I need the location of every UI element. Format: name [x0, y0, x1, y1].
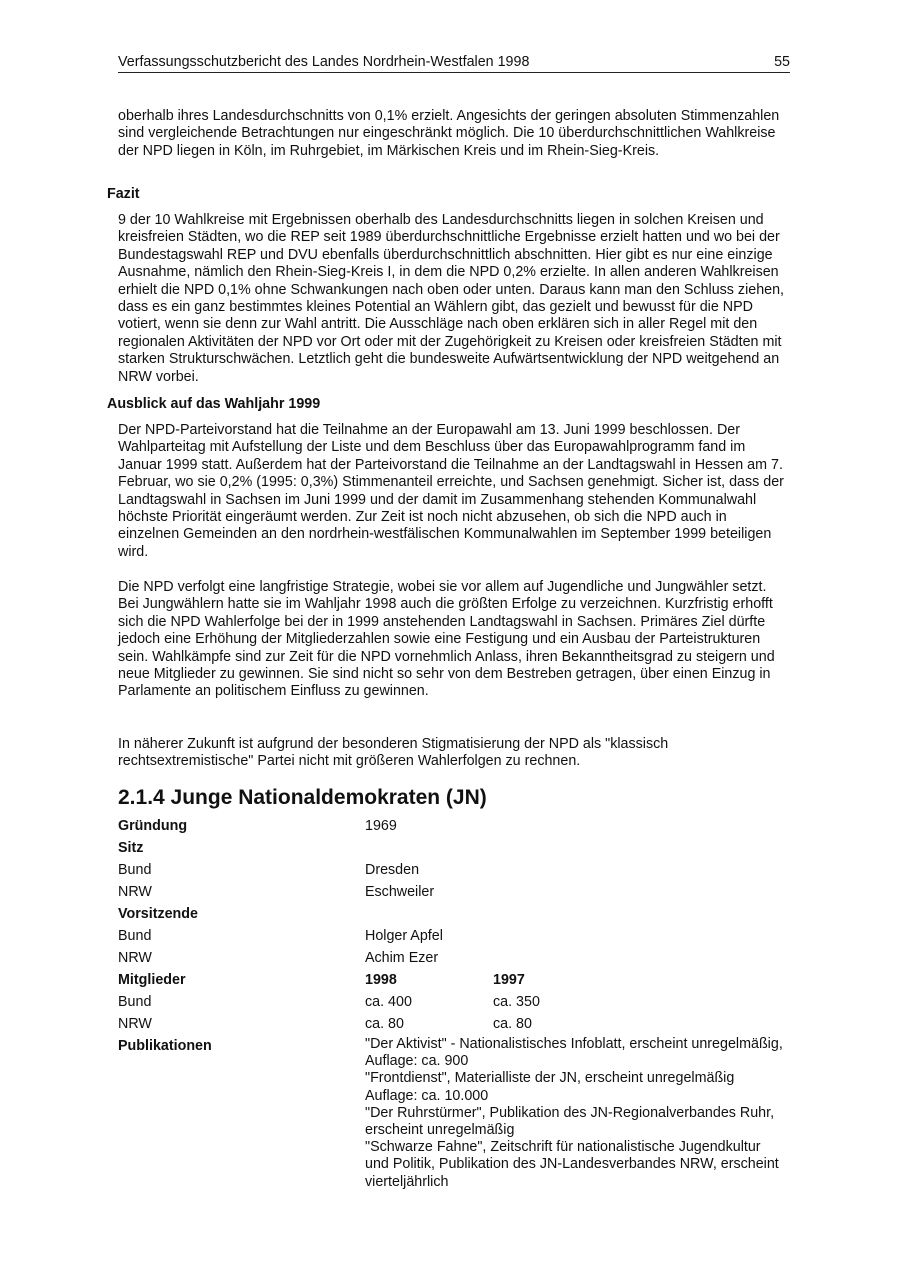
publikationen-list — [365, 1036, 785, 1191]
mitglieder-nrw-label: NRW — [118, 1016, 152, 1032]
mitglieder-bund-1998: ca. 400 — [365, 994, 412, 1010]
publikation-item: "Schwarze Fahne", Zeitschrift für nationalistische Jugendkultur und Politik, Publikation des JN-Landesverbandes NRW, erscheint vierteljährlich — [365, 1139, 779, 1190]
vorsitzende-label: Vorsitzende — [118, 906, 198, 922]
mitglieder-year-1997: 1997 — [493, 972, 525, 988]
sitz-nrw-value: Eschweiler — [365, 884, 435, 900]
publikation-item: "Der Ruhrstürmer", Publikation des JN-Regionalverbandes Ruhr, erscheint unregelmäßig — [365, 1104, 775, 1139]
sitz-bund-label: Bund — [118, 862, 152, 878]
ausblick-paragraph-2: Die NPD verfolgt eine langfristige Strategie, wobei sie vor allem auf Jugendliche und Jungwähler setzt. Bei Jungwählern hatte sie im Wahljahr 1998 auch die größten Erfolge zu verzeichnen. Kurzfristig erhofft sich die NPD Wahlerfolge bei der in 1999 anstehenden Landtagswahl in Sachsen. Primäres Ziel dürfte jedoch eine Erhöhung der Mitgliederzahlen sowie eine Festigung und ein Ausbau der Parteistrukturen sein. Wahlkämpfe sind zur Zeit für die NPD vornehmlich Anlass, ihren Bekanntheitsgrad zu steigern und neue Mitglieder zu gewinnen. Sie sind nicht so sehr von dem Bestreben getragen, über einen Einzug in Parlamente an politischem Einfluss zu gewinnen. — [118, 579, 775, 700]
intro-paragraph: oberhalb ihres Landesdurchschnitts von 0,1% erzielt. Angesichts der geringen absoluten Stimmenzahlen sind vergleichende Betrachtungen nur eingeschränkt möglich. Die 10 überdurchschnittlichen Wahlkreise der NPD liegen in Köln, im Ruhrgebiet, im Märkischen Kreis und im Rhein-Sieg-Kreis. — [118, 108, 780, 159]
vorsitzende-bund-value: Holger Apfel — [365, 928, 443, 944]
vorsitzende-nrw-value: Achim Ezer — [365, 950, 439, 966]
mitglieder-nrw-1998: ca. 80 — [365, 1016, 404, 1032]
mitglieder-bund-label: Bund — [118, 994, 152, 1010]
page-number: 55 — [774, 54, 790, 70]
publikationen-label: Publikationen — [118, 1038, 212, 1054]
mitglieder-label: Mitglieder — [118, 972, 186, 988]
vorsitzende-bund-label: Bund — [118, 928, 152, 944]
ausblick-heading: Ausblick auf das Wahljahr 1999 — [107, 396, 321, 412]
ausblick-paragraph-1: Der NPD-Parteivorstand hat die Teilnahme an der Europawahl am 13. Juni 1999 beschlossen. Der Wahlparteitag mit Aufstellung der Liste und dem Beschluss über das Europawahlprogramm fand im Januar 1999 statt. Außerdem hat der Parteivorstand die Teilnahme an der Landtagswahl in Hessen am 7. Februar, wo sie 0,2% (1995: 0,3%) Stimmenanteil erreichte, und Sachsen genehmigt. Sicher ist, dass der Landtagswahl in Sachsen im Juni 1999 und der damit im Zusammenhang stehenden Kommunalwahl höchste Priorität eingeräumt werden. Zur Zeit ist noch nicht abzusehen, ob sich die NPD auch in einzelnen Gemeinden an den nordrhein-westfälischen Kommunalwahlen im September 1999 beteiligen wird. — [118, 422, 784, 560]
page-header — [118, 53, 790, 73]
fazit-paragraph: 9 der 10 Wahlkreise mit Ergebnissen oberhalb des Landesdurchschnitts liegen in solchen Kreisen und kreisfreien Städten, wo die REP seit 1989 überdurchschnittliche Ergebnisse erzielt hatten und wo bei der Bundestagswahl REP und DVU ebenfalls überdurchschnittlich abschnitten. Hier gibt es nur eine einzige Ausnahme, nämlich den Rhein-Sieg-Kreis I, in dem die NPD 0,2% erzielte. In allen anderen Wahlkreisen erhielt die NPD 0,1% ohne Schwankungen nach oben oder unten. Daraus kann man den Schluss ziehen, dass es ein ganz bestimmtes kleines Potential an Wählern gibt, das gezielt und bewusst für die NPD votiert, wenn sie denn zur Wahl antritt. Die Ausschläge nach oben erklären sich in aller Regel mit den regionalen Aktivitäten der NPD vor Ort oder mit der Zugehörigkeit zu Kreisen oder kreisfreien Städten mit starken Strukturschwächen. Letztlich geht die bundesweite Aufwärtsentwicklung der NPD weitgehend an NRW vorbei. — [118, 212, 785, 385]
sitz-nrw-label: NRW — [118, 884, 152, 900]
ausblick-paragraph-3: In näherer Zukunft ist aufgrund der besonderen Stigmatisierung der NPD als "klassisch rechtsextremistische" Partei nicht mit größeren Wahlerfolgen zu rechnen. — [118, 736, 669, 770]
sitz-label: Sitz — [118, 840, 144, 856]
gruendung-value: 1969 — [365, 818, 397, 834]
mitglieder-bund-1997: ca. 350 — [493, 994, 540, 1010]
mitglieder-nrw-1997: ca. 80 — [493, 1016, 532, 1032]
publikation-item: "Der Aktivist" - Nationalistisches Infoblatt, erscheint unregelmäßig, Auflage: ca. 900 — [365, 1036, 783, 1070]
gruendung-label: Gründung — [118, 818, 188, 834]
sitz-bund-value: Dresden — [365, 862, 420, 878]
mitglieder-year-1998: 1998 — [365, 972, 397, 988]
publikation-item: "Frontdienst", Materialliste der JN, erscheint unregelmäßig Auflage: ca. 10.000 — [365, 1070, 735, 1104]
header-title: Verfassungsschutzbericht des Landes Nordrhein-Westfalen 1998 — [118, 54, 530, 70]
vorsitzende-nrw-label: NRW — [118, 950, 152, 966]
section-title: 2.1.4 Junge Nationaldemokraten (JN) — [118, 786, 487, 809]
fazit-heading: Fazit — [107, 186, 140, 202]
